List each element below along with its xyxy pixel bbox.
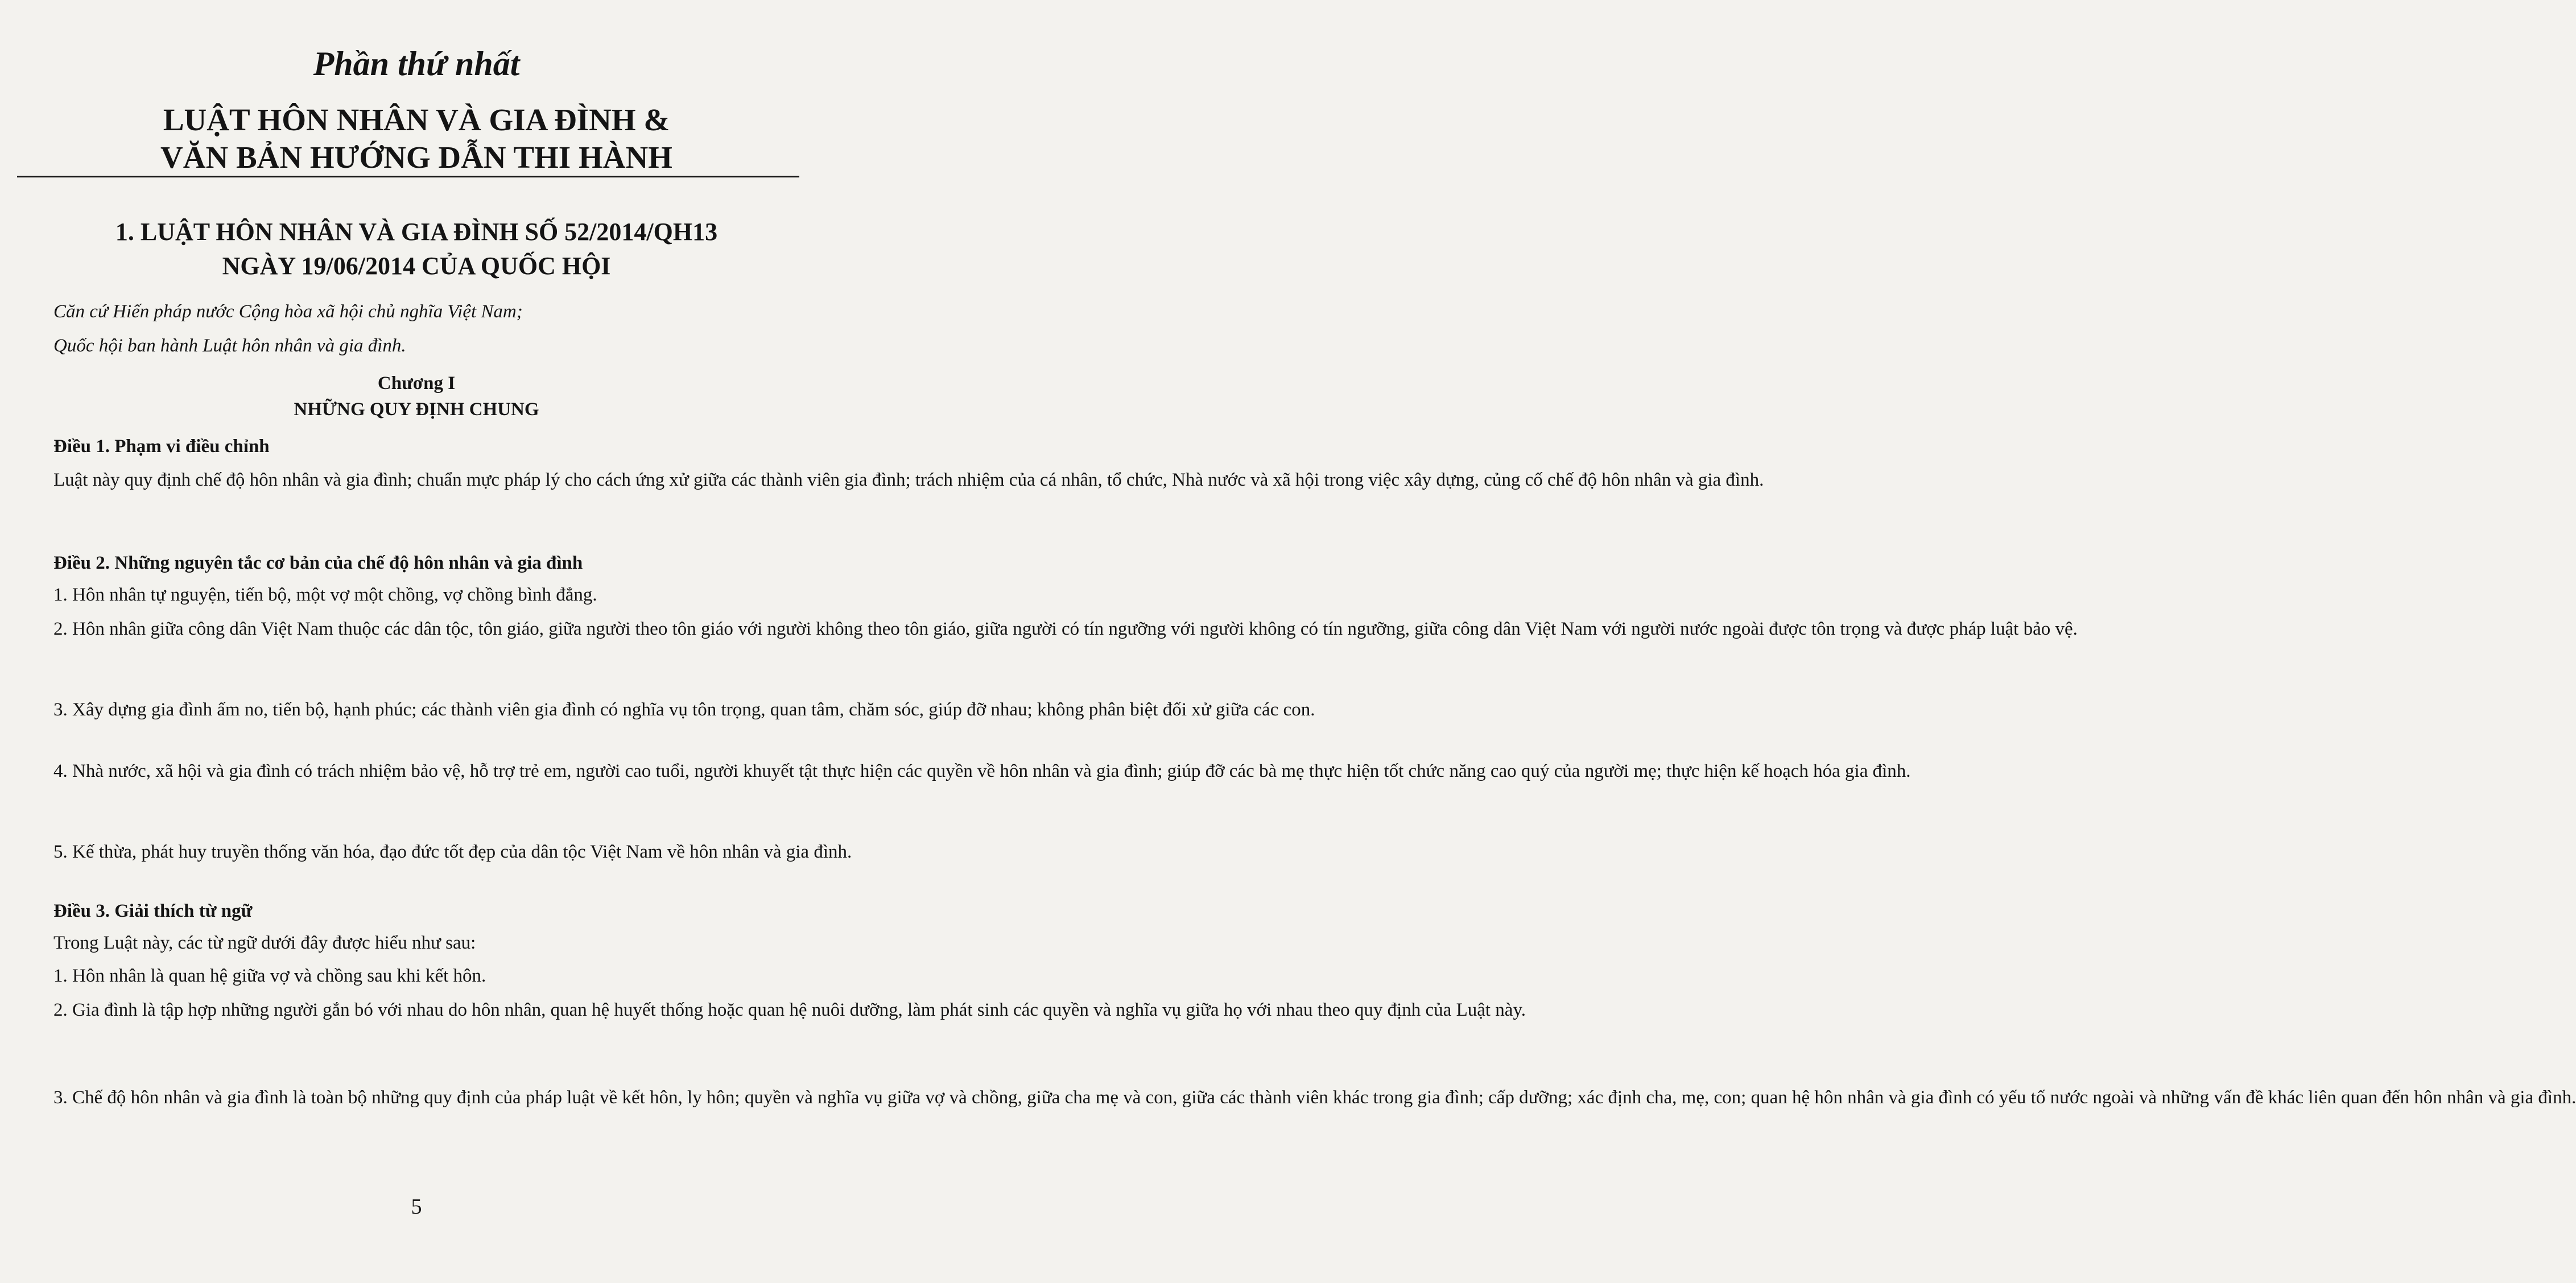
page-number: 5 [411,1195,422,1219]
article-3-clause-1: 1. Hôn nhân là quan hệ giữa vợ và chồng sau khi kết hôn. [53,966,486,986]
book-title-line-1: LUẬT HÔN NHÂN VÀ GIA ĐÌNH & [163,102,670,137]
law-title-line-2: NGÀY 19/06/2014 CỦA QUỐC HỘI [222,252,611,280]
chapter-title: NHỮNG QUY ĐỊNH CHUNG [294,399,539,420]
preamble-national-assembly: Quốc hội ban hành Luật hôn nhân và gia đình. [53,336,406,356]
title-divider [17,176,799,177]
article-3-clause-3: 3. Chế độ hôn nhân và gia đình là toàn bộ những quy định của pháp luật về kết hôn, ly hôn; quyền và nghĩa vụ giữa vợ và chồng, giữa cha mẹ và con, giữa các thành viên khác trong gia đình; cấp dưỡng; xác định cha, mẹ, con; quan hệ hôn nhân và gia đình có yếu tố nước ngoài và những vấn đề khác liên quan đến hôn nhân và gia đình. [53,1087,2576,1108]
article-2-heading: Điều 2. Những nguyên tắc cơ bản của chế độ hôn nhân và gia đình [53,553,583,573]
article-3-heading: Điều 3. Giải thích từ ngữ [53,901,253,921]
book-title-line-2: VĂN BẢN HƯỚNG DẪN THI HÀNH [160,140,672,175]
article-2-clause-4: 4. Nhà nước, xã hội và gia đình có trách nhiệm bảo vệ, hỗ trợ trẻ em, người cao tuổi, người khuyết tật thực hiện các quyền về hôn nhân và gia đình; giúp đỡ các bà mẹ thực hiện tốt chức năng cao quý của người mẹ; thực hiện kế hoạch hóa gia đình. [53,761,1911,781]
article-3-clause-2: 2. Gia đình là tập hợp những người gắn bó với nhau do hôn nhân, quan hệ huyết thống hoặc quan hệ nuôi dưỡng, làm phát sinh các quyền và nghĩa vụ giữa họ với nhau theo quy định của Luật này. [53,1000,1526,1020]
article-1-text: Luật này quy định chế độ hôn nhân và gia đình; chuẩn mực pháp lý cho cách ứng xử giữa các thành viên gia đình; trách nhiệm của cá nhân, tổ chức, Nhà nước và xã hội trong việc xây dựng, củng cố chế độ hôn nhân và gia đình. [53,470,1764,490]
article-2-clause-3: 3. Xây dựng gia đình ấm no, tiến bộ, hạnh phúc; các thành viên gia đình có nghĩa vụ tôn trọng, quan tâm, chăm sóc, giúp đỡ nhau; không phân biệt đối xử giữa các con. [53,700,1315,720]
chapter-label: Chương I [377,373,456,394]
preamble-constitution: Căn cứ Hiến pháp nước Cộng hòa xã hội chủ nghĩa Việt Nam; [53,301,523,322]
book-title [0,101,833,176]
article-2-clause-2: 2. Hôn nhân giữa công dân Việt Nam thuộc các dân tộc, tôn giáo, giữa người theo tôn giáo với người không theo tôn giáo, giữa người có tín ngưỡng với người không có tín ngưỡng, giữa công dân Việt Nam với người nước ngoài được tôn trọng và được pháp luật bảo vệ. [53,619,2078,639]
part-title: Phần thứ nhất [313,45,520,82]
article-2-clause-5: 5. Kế thừa, phát huy truyền thống văn hóa, đạo đức tốt đẹp của dân tộc Việt Nam về hôn nhân và gia đình. [53,842,852,862]
article-3-intro: Trong Luật này, các từ ngữ dưới đây được hiểu như sau: [53,933,476,953]
law-title [0,215,833,283]
article-1-heading: Điều 1. Phạm vi điều chỉnh [53,436,270,457]
article-2-clause-1: 1. Hôn nhân tự nguyện, tiến bộ, một vợ một chồng, vợ chồng bình đẳng. [53,585,597,605]
law-title-line-1: 1. LUẬT HÔN NHÂN VÀ GIA ĐÌNH SỐ 52/2014/QH13 [115,218,718,246]
